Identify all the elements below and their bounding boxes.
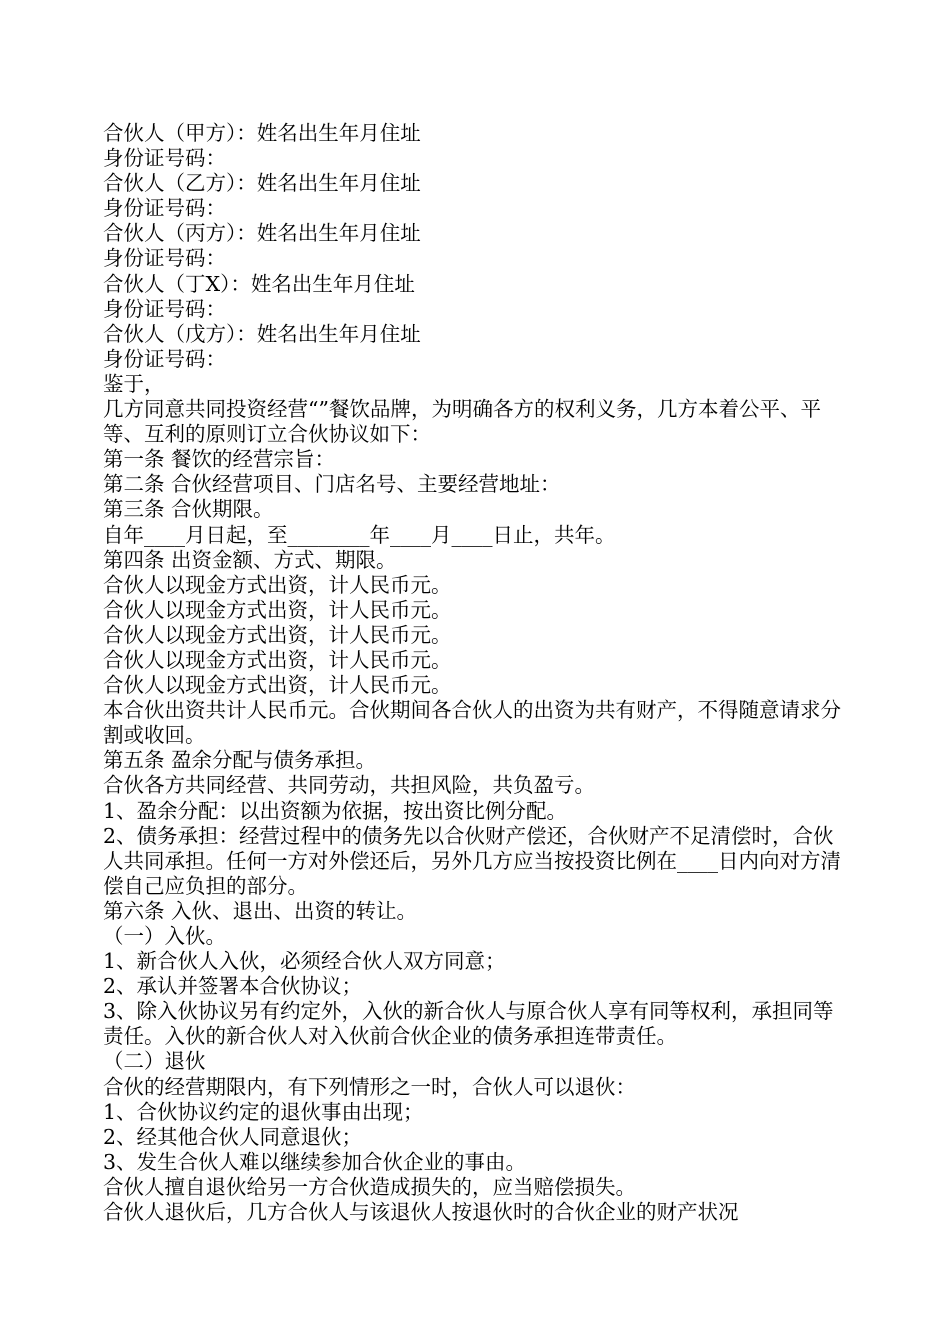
id-number-line: 身份证号码： xyxy=(103,246,226,271)
article-4-heading: 第四条 出资金额、方式、期限。 xyxy=(103,547,397,572)
party-d-line: 合伙人（丁X）：姓名出生年月住址 xyxy=(103,271,415,296)
admission-item-3: 3、除入伙协议另有约定外，入伙的新合伙人与原合伙人享有同等权利，承担同等责任。入伙的新合伙人对入伙前合伙企业的债务承担连带责任。 xyxy=(103,999,834,1049)
article-6-heading: 第六条 入伙、退出、出资的转让。 xyxy=(103,898,418,923)
article-1-heading: 第一条 餐饮的经营宗旨： xyxy=(103,447,336,472)
profit-distribution-line: 1、盈余分配：以出资额为依据，按出资比例分配。 xyxy=(103,798,568,823)
preamble-paragraph: 几方同意共同投资经营“”餐饮品牌，为明确各方的权利义务，几方本着公平、平等、互利的原则订立合伙协议如下： xyxy=(103,397,821,447)
admission-item-2: 2、承认并签署本合伙协议； xyxy=(103,974,363,999)
term-period-line: 自年____月日起，至________年____月____日止，共年。 xyxy=(103,522,616,547)
party-e-line: 合伙人（戊方）：姓名出生年月住址 xyxy=(103,321,421,346)
shared-risk-line: 合伙各方共同经营、共同劳动，共担风险，共负盈亏。 xyxy=(103,773,595,798)
contribution-line: 合伙人以现金方式出资，计人民币元。 xyxy=(103,673,452,698)
party-a-line: 合伙人（甲方）：姓名出生年月住址 xyxy=(103,121,421,145)
id-number-line: 身份证号码： xyxy=(103,346,226,371)
whereas-line: 鉴于， xyxy=(103,371,165,396)
party-c-line: 合伙人（丙方）：姓名出生年月住址 xyxy=(103,221,421,246)
total-contribution-paragraph: 本合伙出资共计人民币元。合伙期间各合伙人的出资为共有财产，不得随意请求分割或收回。 xyxy=(103,698,841,748)
withdrawal-item-3: 3、发生合伙人难以继续参加合伙企业的事由。 xyxy=(103,1149,527,1174)
article-2-heading: 第二条 合伙经营项目、门店名号、主要经营地址： xyxy=(103,472,561,497)
article-3-heading: 第三条 合伙期限。 xyxy=(103,497,274,522)
party-b-line: 合伙人（乙方）：姓名出生年月住址 xyxy=(103,171,421,196)
id-number-line: 身份证号码： xyxy=(103,296,226,321)
admission-subheading: （一）入伙。 xyxy=(103,924,226,948)
contribution-line: 合伙人以现金方式出资，计人民币元。 xyxy=(103,622,452,647)
debt-bearing-paragraph: 2、债务承担：经营过程中的债务先以合伙财产偿还，合伙财产不足清偿时，合伙人共同承担。任何一方对外偿还后，另外几方应当按投资比例在____日内向对方清偿自己应负担的部分。 xyxy=(103,823,841,898)
withdrawal-item-2: 2、经其他合伙人同意退伙； xyxy=(103,1124,363,1149)
withdrawal-item-1: 1、合伙协议约定的退伙事由出现； xyxy=(103,1099,424,1124)
document-body xyxy=(103,121,853,1225)
article-5-heading: 第五条 盈余分配与债务承担。 xyxy=(103,748,377,773)
id-number-line: 身份证号码： xyxy=(103,196,226,221)
contribution-line: 合伙人以现金方式出资，计人民币元。 xyxy=(103,572,452,597)
admission-item-1: 1、新合伙人入伙，必须经合伙人双方同意； xyxy=(103,949,506,974)
withdrawal-intro-line: 合伙的经营期限内，有下列情形之一时，合伙人可以退伙： xyxy=(103,1074,636,1099)
unauthorized-withdrawal-line: 合伙人擅自退伙给另一方合伙造成损失的，应当赔偿损失。 xyxy=(103,1174,636,1199)
withdrawal-subheading: （二）退伙 xyxy=(103,1049,206,1074)
post-withdrawal-line: 合伙人退伙后，几方合伙人与该退伙人按退伙时的合伙企业的财产状况 xyxy=(103,1200,739,1225)
contribution-line: 合伙人以现金方式出资，计人民币元。 xyxy=(103,597,452,622)
contribution-line: 合伙人以现金方式出资，计人民币元。 xyxy=(103,647,452,672)
id-number-line: 身份证号码： xyxy=(103,146,226,171)
